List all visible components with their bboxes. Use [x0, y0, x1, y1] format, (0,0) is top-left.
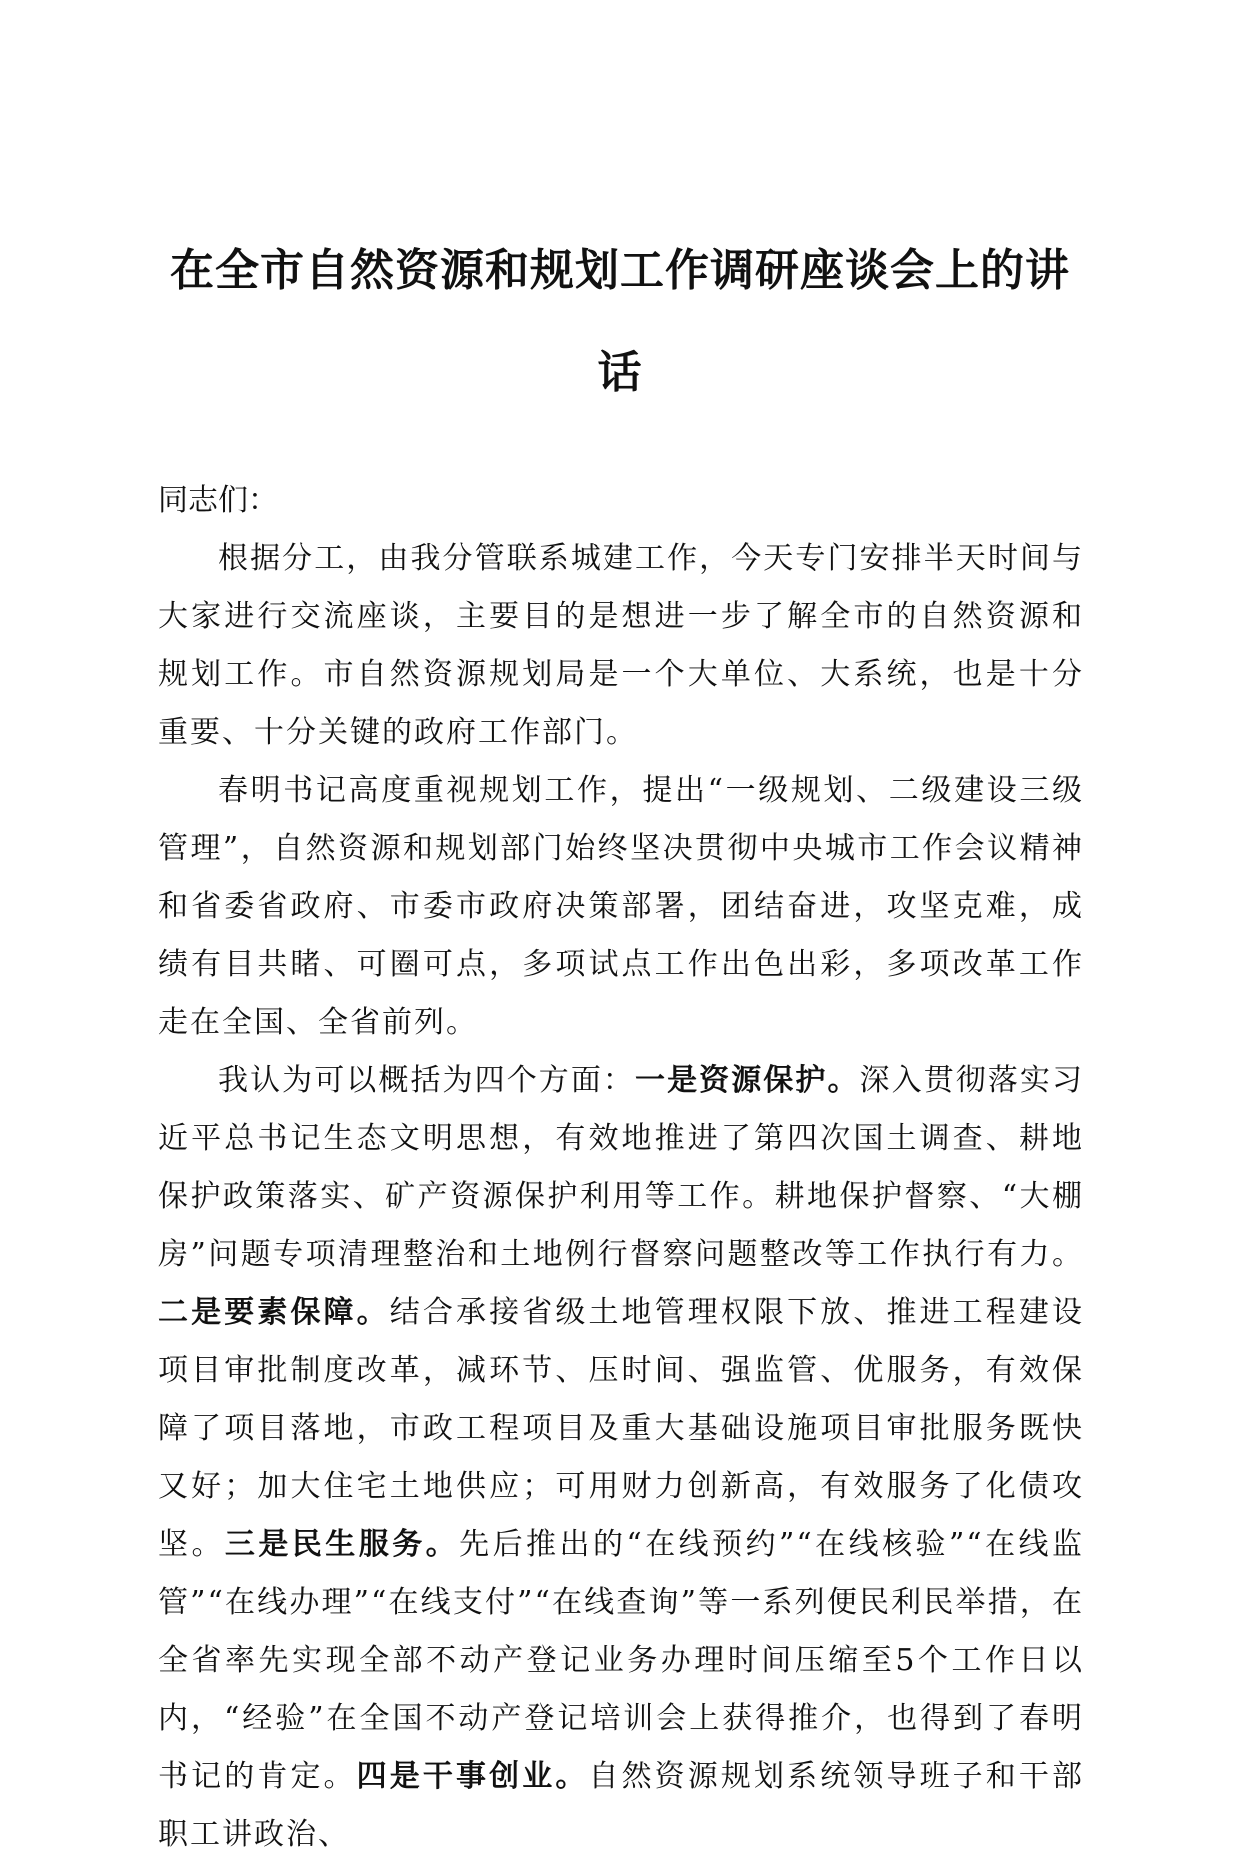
document-title: 在全市自然资源和规划工作调研座谈会上的讲话: [170, 245, 1070, 398]
text-entrepreneurship: 自然资源规划系统领导班子和干部职工讲政治、: [158, 1759, 1085, 1852]
text-resource-protection: 深入贯彻落实习近平总书记生态文明思想，有效地推进了第四次国土调查、耕地保护政策落实、矿产资源保护利用等工作。耕地保护督察、“大棚房”问题专项清理整治和土地例行督察问题整改等工作执行有力。: [158, 1063, 1085, 1272]
text-livelihood-service: 先后推出的“在线预约”“在线核验”“在线监管”“在线办理”“在线支付”“在线查询”等一系列便民利民举措，在全省率先实现全部不动产登记业务办理时间压缩至5个工作日以内，“经验”在全国不动产登记培训会上获得推介，也得到了春明书记的肯定。: [158, 1527, 1085, 1794]
heading-livelihood-service: 三是民生服务。: [224, 1527, 460, 1562]
heading-resource-protection: 一是资源保护。: [635, 1063, 860, 1098]
paragraph-2: 春明书记高度重视规划工作，提出“一级规划、二级建设三级管理”，自然资源和规划部门始终坚决贯彻中央城市工作会议精神和省委省政府、市委市政府决策部署，团结奋进，攻坚克难，成绩有目共睹、可圈可点，多项试点工作出色出彩，多项改革工作走在全国、全省前列。: [158, 773, 1084, 1040]
paragraph-3: [158, 1052, 1084, 1864]
text-factor-guarantee: 结合承接省级土地管理权限下放、推进工程建设项目审批制度改革，减环节、压时间、强监管、优服务，有效保障了项目落地，市政工程项目及重大基础设施项目审批服务既快又好；加大住宅土地供应；可用财力创新高，有效服务了化债攻坚。: [158, 1295, 1085, 1562]
paragraph-3-intro: 我认为可以概括为四个方面：: [218, 1063, 635, 1098]
document-body: [158, 472, 1084, 1864]
paragraph-1: 根据分工，由我分管联系城建工作，今天专门安排半天时间与大家进行交流座谈，主要目的是想进一步了解全市的自然资源和规划工作。市自然资源规划局是一个大单位、大系统，也是十分重要、十分关键的政府工作部门。: [158, 541, 1084, 750]
greeting: 同志们：: [158, 483, 278, 518]
heading-entrepreneurship: 四是干事创业。: [356, 1759, 589, 1794]
heading-factor-guarantee: 二是要素保障。: [158, 1295, 390, 1330]
